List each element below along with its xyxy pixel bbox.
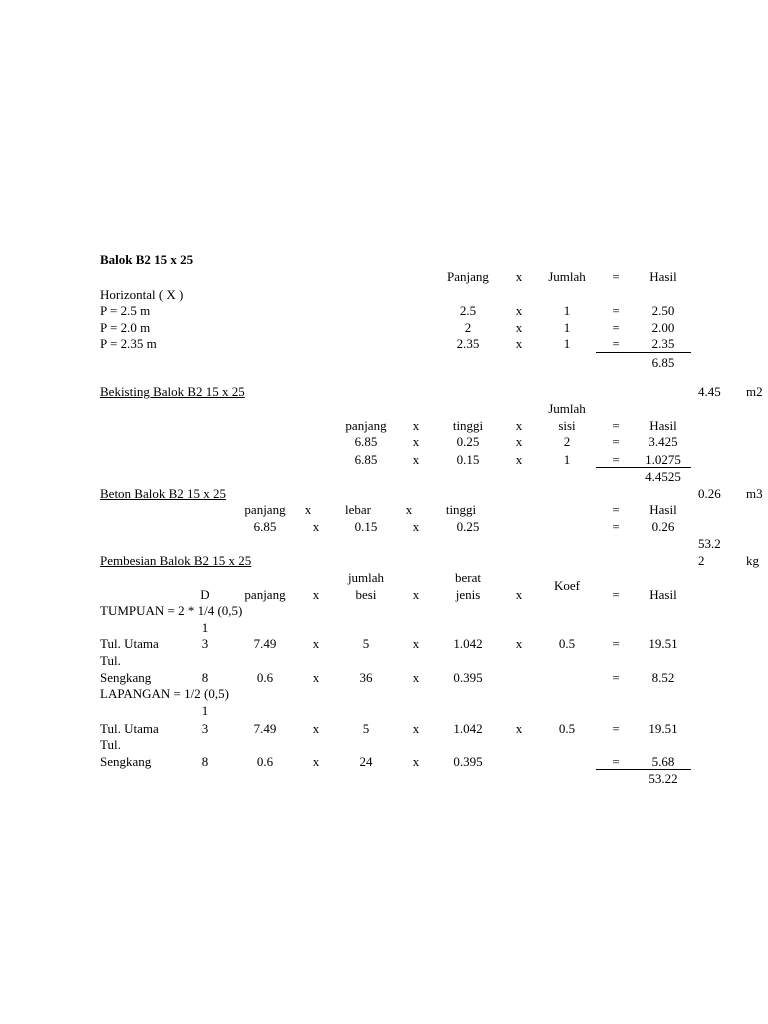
cell-panjang: 2.35	[456, 336, 480, 351]
cell-panjang: 7.49	[253, 636, 277, 651]
summary-value: 4.45	[698, 384, 721, 399]
header-panjang: panjang	[345, 418, 387, 433]
page-title: Balok B2 15 x 25	[100, 252, 194, 267]
cell-eq: =	[612, 320, 620, 335]
header-hasil: Hasil	[649, 587, 677, 602]
cell-d: 1	[201, 703, 209, 718]
cell-berat: 1.042	[453, 721, 483, 736]
cell-x: x	[312, 519, 320, 534]
header-x: x	[515, 418, 523, 433]
cell-x: x	[412, 670, 420, 685]
cell-d: 8	[201, 670, 209, 685]
summary-unit: kg	[746, 553, 759, 568]
header-eq: =	[612, 587, 620, 602]
section-subtitle: Horizontal ( X )	[100, 287, 184, 302]
cell-jumlah: 1	[563, 303, 571, 318]
header-x: x	[412, 418, 420, 433]
cell-panjang: 0.6	[256, 754, 274, 769]
cell-jumlah: 24	[359, 754, 373, 769]
cell-eq: =	[612, 519, 620, 534]
header-besi: besi	[355, 587, 377, 602]
row-label: P = 2.0 m	[100, 320, 151, 335]
cell-hasil: 19.51	[648, 721, 678, 736]
cell-jumlah: 1	[563, 320, 571, 335]
cell-berat: 1.042	[453, 636, 483, 651]
row-label-cont: Sengkang	[100, 754, 152, 769]
header-jumlah: Jumlah	[548, 401, 586, 416]
cell-hasil: 2.35	[651, 336, 675, 351]
cell-x: x	[515, 320, 523, 335]
cell-x: x	[515, 636, 523, 651]
section-title-beton: Beton Balok B2 15 x 25	[100, 486, 227, 501]
cell-panjang: 2.5	[459, 303, 477, 318]
section-total: 6.85	[651, 355, 675, 370]
cell-tinggi: 0.25	[456, 519, 480, 534]
cell-d: 8	[201, 754, 209, 769]
cell-jumlah: 5	[362, 721, 370, 736]
header-lebar: lebar	[345, 502, 371, 517]
cell-eq: =	[612, 336, 620, 351]
cell-x: x	[412, 636, 420, 651]
cell-tinggi: 0.15	[456, 452, 480, 467]
cell-berat: 0.395	[453, 754, 483, 769]
cell-panjang: 0.6	[256, 670, 274, 685]
sum-line	[596, 352, 691, 353]
cell-d: 3	[201, 636, 209, 651]
cell-panjang: 6.85	[354, 434, 378, 449]
header-hasil: Hasil	[649, 269, 677, 284]
section-total: 53.22	[648, 771, 678, 786]
cell-jumlah: 5	[362, 636, 370, 651]
header-tinggi: tinggi	[445, 502, 477, 517]
header-berat: berat	[455, 570, 481, 585]
cell-x: x	[515, 336, 523, 351]
cell-koef: 0.5	[558, 636, 576, 651]
cell-hasil: 3.425	[648, 434, 678, 449]
row-label: P = 2.5 m	[100, 303, 151, 318]
cell-koef: 0.5	[558, 721, 576, 736]
cell-lebar: 0.15	[354, 519, 378, 534]
cell-eq: =	[612, 670, 620, 685]
header-x: x	[412, 587, 420, 602]
cell-x: x	[412, 452, 420, 467]
sum-line	[596, 769, 691, 770]
cell-eq: =	[612, 721, 620, 736]
cell-jumlah: 36	[359, 670, 373, 685]
cell-tinggi: 0.25	[456, 434, 480, 449]
cell-sisi: 2	[563, 434, 571, 449]
header-sisi: sisi	[558, 418, 576, 433]
header-x: x	[515, 269, 523, 284]
header-tinggi: tinggi	[452, 418, 484, 433]
header-d: D	[200, 587, 210, 602]
cell-hasil: 2.50	[651, 303, 675, 318]
header-eq: =	[612, 418, 620, 433]
header-eq: =	[612, 502, 620, 517]
header-panjang: panjang	[244, 587, 286, 602]
lapangan-label: LAPANGAN = 1/2 (0,5)	[100, 686, 229, 701]
cell-x: x	[515, 303, 523, 318]
cell-eq: =	[612, 754, 620, 769]
row-label: Tul.	[100, 653, 121, 668]
row-label: Tul.	[100, 737, 121, 752]
summary-value: 0.26	[698, 486, 721, 501]
header-x: x	[312, 587, 320, 602]
header-eq: =	[612, 269, 620, 284]
header-koef: Koef	[554, 578, 580, 593]
header-jumlah: jumlah	[347, 570, 385, 585]
row-label-cont: Sengkang	[100, 670, 152, 685]
section-title-bekisting: Bekisting Balok B2 15 x 25	[100, 384, 245, 399]
summary-unit: m3	[746, 486, 763, 501]
cell-d: 1	[201, 620, 209, 635]
cell-panjang: 2	[464, 320, 472, 335]
cell-panjang: 6.85	[253, 519, 277, 534]
cell-eq: =	[612, 636, 620, 651]
header-x: x	[515, 587, 523, 602]
row-label: P = 2.35 m	[100, 336, 157, 351]
cell-eq: =	[612, 303, 620, 318]
header-jumlah: Jumlah	[548, 269, 586, 284]
section-title-pembesian: Pembesian Balok B2 15 x 25	[100, 553, 252, 568]
cell-hasil: 5.68	[651, 754, 675, 769]
cell-x: x	[312, 636, 320, 651]
cell-eq: =	[612, 452, 620, 467]
row-label: Tul. Utama	[100, 721, 159, 736]
header-hasil: Hasil	[649, 418, 677, 433]
section-total: 4.4525	[645, 469, 681, 484]
header-panjang: Panjang	[447, 269, 489, 284]
cell-eq: =	[612, 434, 620, 449]
header-x: x	[304, 502, 312, 517]
cell-hasil: 2.00	[651, 320, 675, 335]
header-panjang: panjang	[244, 502, 286, 517]
cell-x: x	[515, 434, 523, 449]
cell-x: x	[515, 721, 523, 736]
cell-jumlah: 1	[563, 336, 571, 351]
cell-x: x	[515, 452, 523, 467]
cell-x: x	[412, 519, 420, 534]
summary-unit: m2	[746, 384, 763, 399]
cell-d: 3	[201, 721, 209, 736]
summary-value: 53.2	[698, 536, 721, 551]
cell-x: x	[412, 721, 420, 736]
cell-x: x	[312, 754, 320, 769]
header-hasil: Hasil	[649, 502, 677, 517]
row-label: Tul. Utama	[100, 636, 159, 651]
cell-berat: 0.395	[453, 670, 483, 685]
cell-x: x	[412, 754, 420, 769]
cell-hasil: 8.52	[651, 670, 675, 685]
sum-line	[596, 467, 691, 468]
summary-value-cont: 2	[698, 553, 705, 568]
header-x: x	[405, 502, 413, 517]
cell-hasil: 19.51	[648, 636, 678, 651]
cell-sisi: 1	[563, 452, 571, 467]
cell-x: x	[312, 670, 320, 685]
tumpuan-label: TUMPUAN = 2 * 1/4 (0,5)	[100, 603, 243, 618]
cell-panjang: 6.85	[354, 452, 378, 467]
cell-x: x	[312, 721, 320, 736]
cell-panjang: 7.49	[253, 721, 277, 736]
cell-hasil: 1.0275	[645, 452, 681, 467]
header-jenis: jenis	[455, 587, 481, 602]
cell-x: x	[412, 434, 420, 449]
cell-hasil: 0.26	[651, 519, 675, 534]
